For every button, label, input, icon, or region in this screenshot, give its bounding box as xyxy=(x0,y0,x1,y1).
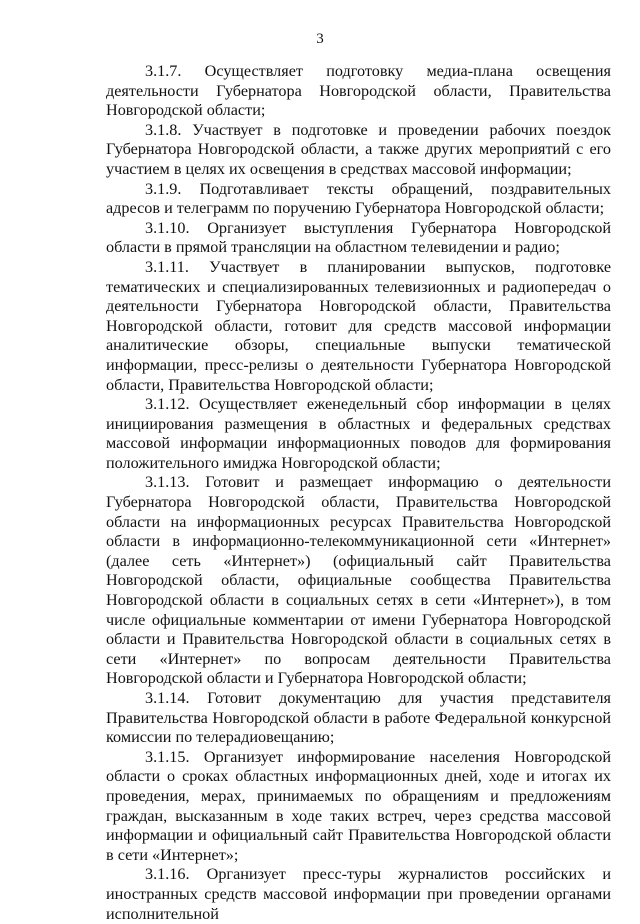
paragraph-3-1-10: 3.1.10. Организует выступления Губернатора Новгородской области в прямой трансляции на областном телевидении и радио; xyxy=(106,218,611,257)
paragraph-3-1-9: 3.1.9. Подготавливает тексты обращений, поздравительных адресов и телеграмм по поручению Губернатора Новгородской области; xyxy=(106,179,611,218)
paragraph-3-1-16: 3.1.16. Организует пресс-туры журналистов российских и иностранных средств массовой информации при проведении органами исполнительной xyxy=(106,865,611,923)
paragraph-3-1-15: 3.1.15. Организует информирование населения Новгородской области о сроках областных информационных дней, ходе и итогах их проведения, мерах, принимаемых по обращениям и предложениям граждан, высказанным в ходе таких встреч, через средства массовой информации и официальный сайт Правительства Новгородской области в сети «Интернет»; xyxy=(106,747,611,864)
paragraph-3-1-8: 3.1.8. Участвует в подготовке и проведении рабочих поездок Губернатора Новгородской области, а также других мероприятий с его участием в целях их освещения в средствах массовой информации; xyxy=(106,120,611,178)
paragraph-3-1-13: 3.1.13. Готовит и размещает информацию о деятельности Губернатора Новгородской области, Правительства Новгородской области на информационных ресурсах Правительства Новгородской области в информационно-телекоммуникационной сети «Интернет» (далее сеть «Интернет») (официальный сайт Правительства Новгородской области, официальные сообщества Правительства Новгородской области в социальных сетях в сети «Интернет»), в том числе официальные комментарии от имени Губернатора Новгородской области и Правительства Новгородской области в социальных сетях в сети «Интернет» по вопросам деятельности Правительства Новгородской области и Губернатора Новгородской области; xyxy=(106,473,611,688)
paragraph-3-1-7: 3.1.7. Осуществляет подготовку медиа-плана освещения деятельности Губернатора Новгородской области, Правительства Новгородской области; xyxy=(106,62,611,120)
paragraph-3-1-14: 3.1.14. Готовит документацию для участия представителя Правительства Новгородской области в работе Федеральной конкурсной комиссии по телерадиовещанию; xyxy=(106,689,611,747)
paragraph-3-1-11: 3.1.11. Участвует в планировании выпусков, подготовке тематических и специализированных телевизионных и радиопередач о деятельности Губернатора Новгородской области, Правительства Новгородской области, готовит для средств массовой информации аналитические обзоры, специальные выпуски тематической информации, пресс-релизы о деятельности Губернатора Новгородской области, Правительства Новгородской области; xyxy=(106,257,611,394)
paragraph-3-1-12: 3.1.12. Осуществляет еженедельный сбор информации в целях инициирования размещения в областных и федеральных средствах массовой информации информационных поводов для формирования положительного имиджа Новгородской области; xyxy=(106,395,611,472)
document-body xyxy=(106,62,611,924)
page-number: 3 xyxy=(316,31,324,47)
